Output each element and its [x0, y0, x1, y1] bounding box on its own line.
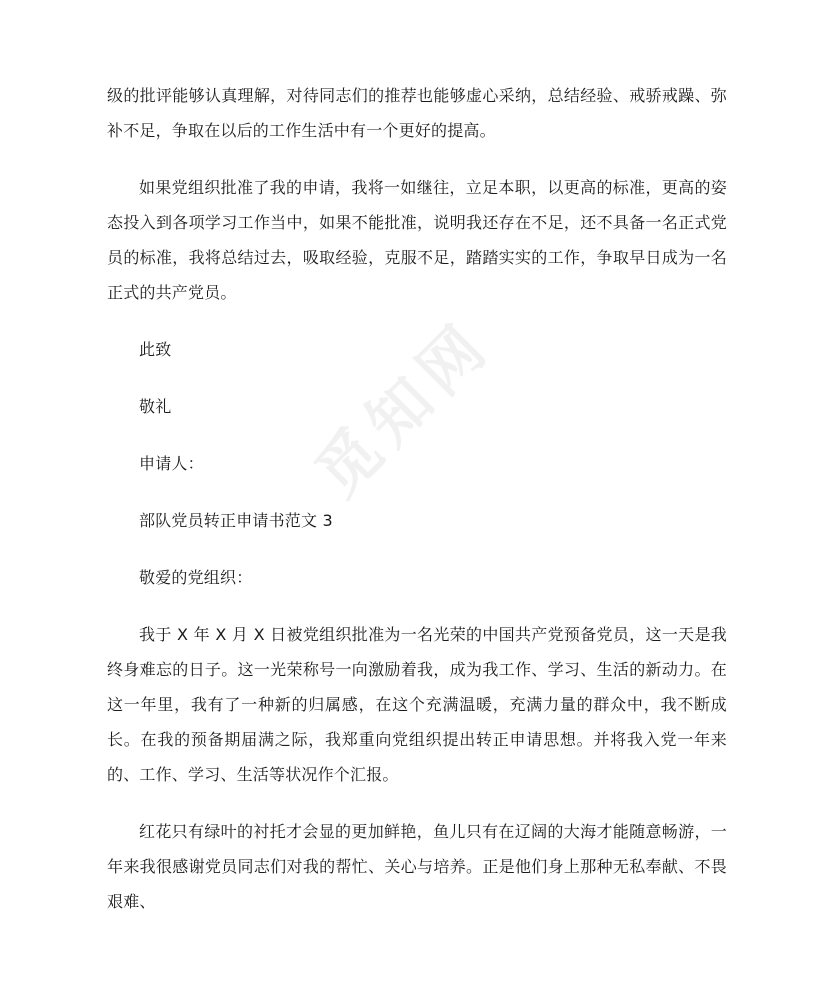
section-title: 部队党员转正申请书范文 3: [139, 511, 333, 530]
document-body: [107, 78, 727, 919]
paragraph-introduction: 我于 X 年 X 月 X 日被党组织批准为一名光荣的中国共产党预备党员，这一天是我终身难忘的日子。这一光荣称号一向激励着我，成为我工作、学习、生活的新动力。在这一年里，我有了一种新的归属感，在这个充满温暖，充满力量的群众中，我不断成长。在我的预备期届满之际，我郑重向党组织提出转正申请思想。并将我入党一年来的、工作、学习、生活等状况作个汇报。: [107, 625, 727, 784]
paragraph-continuation: 级的批评能够认真理解，对待同志们的推荐也能够虚心采纳，总结经验、戒骄戒躁、弥补不足，争取在以后的工作生活中有一个更好的提高。: [107, 86, 727, 140]
closing-regards: 敬礼: [139, 397, 172, 416]
paragraph-gratitude: 红花只有绿叶的衬托才会显的更加鲜艳，鱼儿只有在辽阔的大海才能随意畅游，一年来我很感谢党员同志们对我的帮忙、关心与培养。正是他们身上那种无私奉献、不畏艰难、: [107, 822, 727, 911]
paragraph-commitment: 如果党组织批准了我的申请，我将一如继往，立足本职，以更高的标准，更高的姿态投入到各项学习工作当中，如果不能批准，说明我还存在不足，还不具备一名正式党员的标准，我将总结过去，吸取经验，克服不足，踏踏实实的工作，争取早日成为一名正式的共产党员。: [107, 178, 727, 302]
letter-greeting: 敬爱的党组织：: [139, 568, 253, 587]
closing-salutation: 此致: [139, 340, 172, 359]
applicant-label: 申请人：: [139, 454, 204, 473]
watermark: 觅知网: [301, 305, 506, 511]
